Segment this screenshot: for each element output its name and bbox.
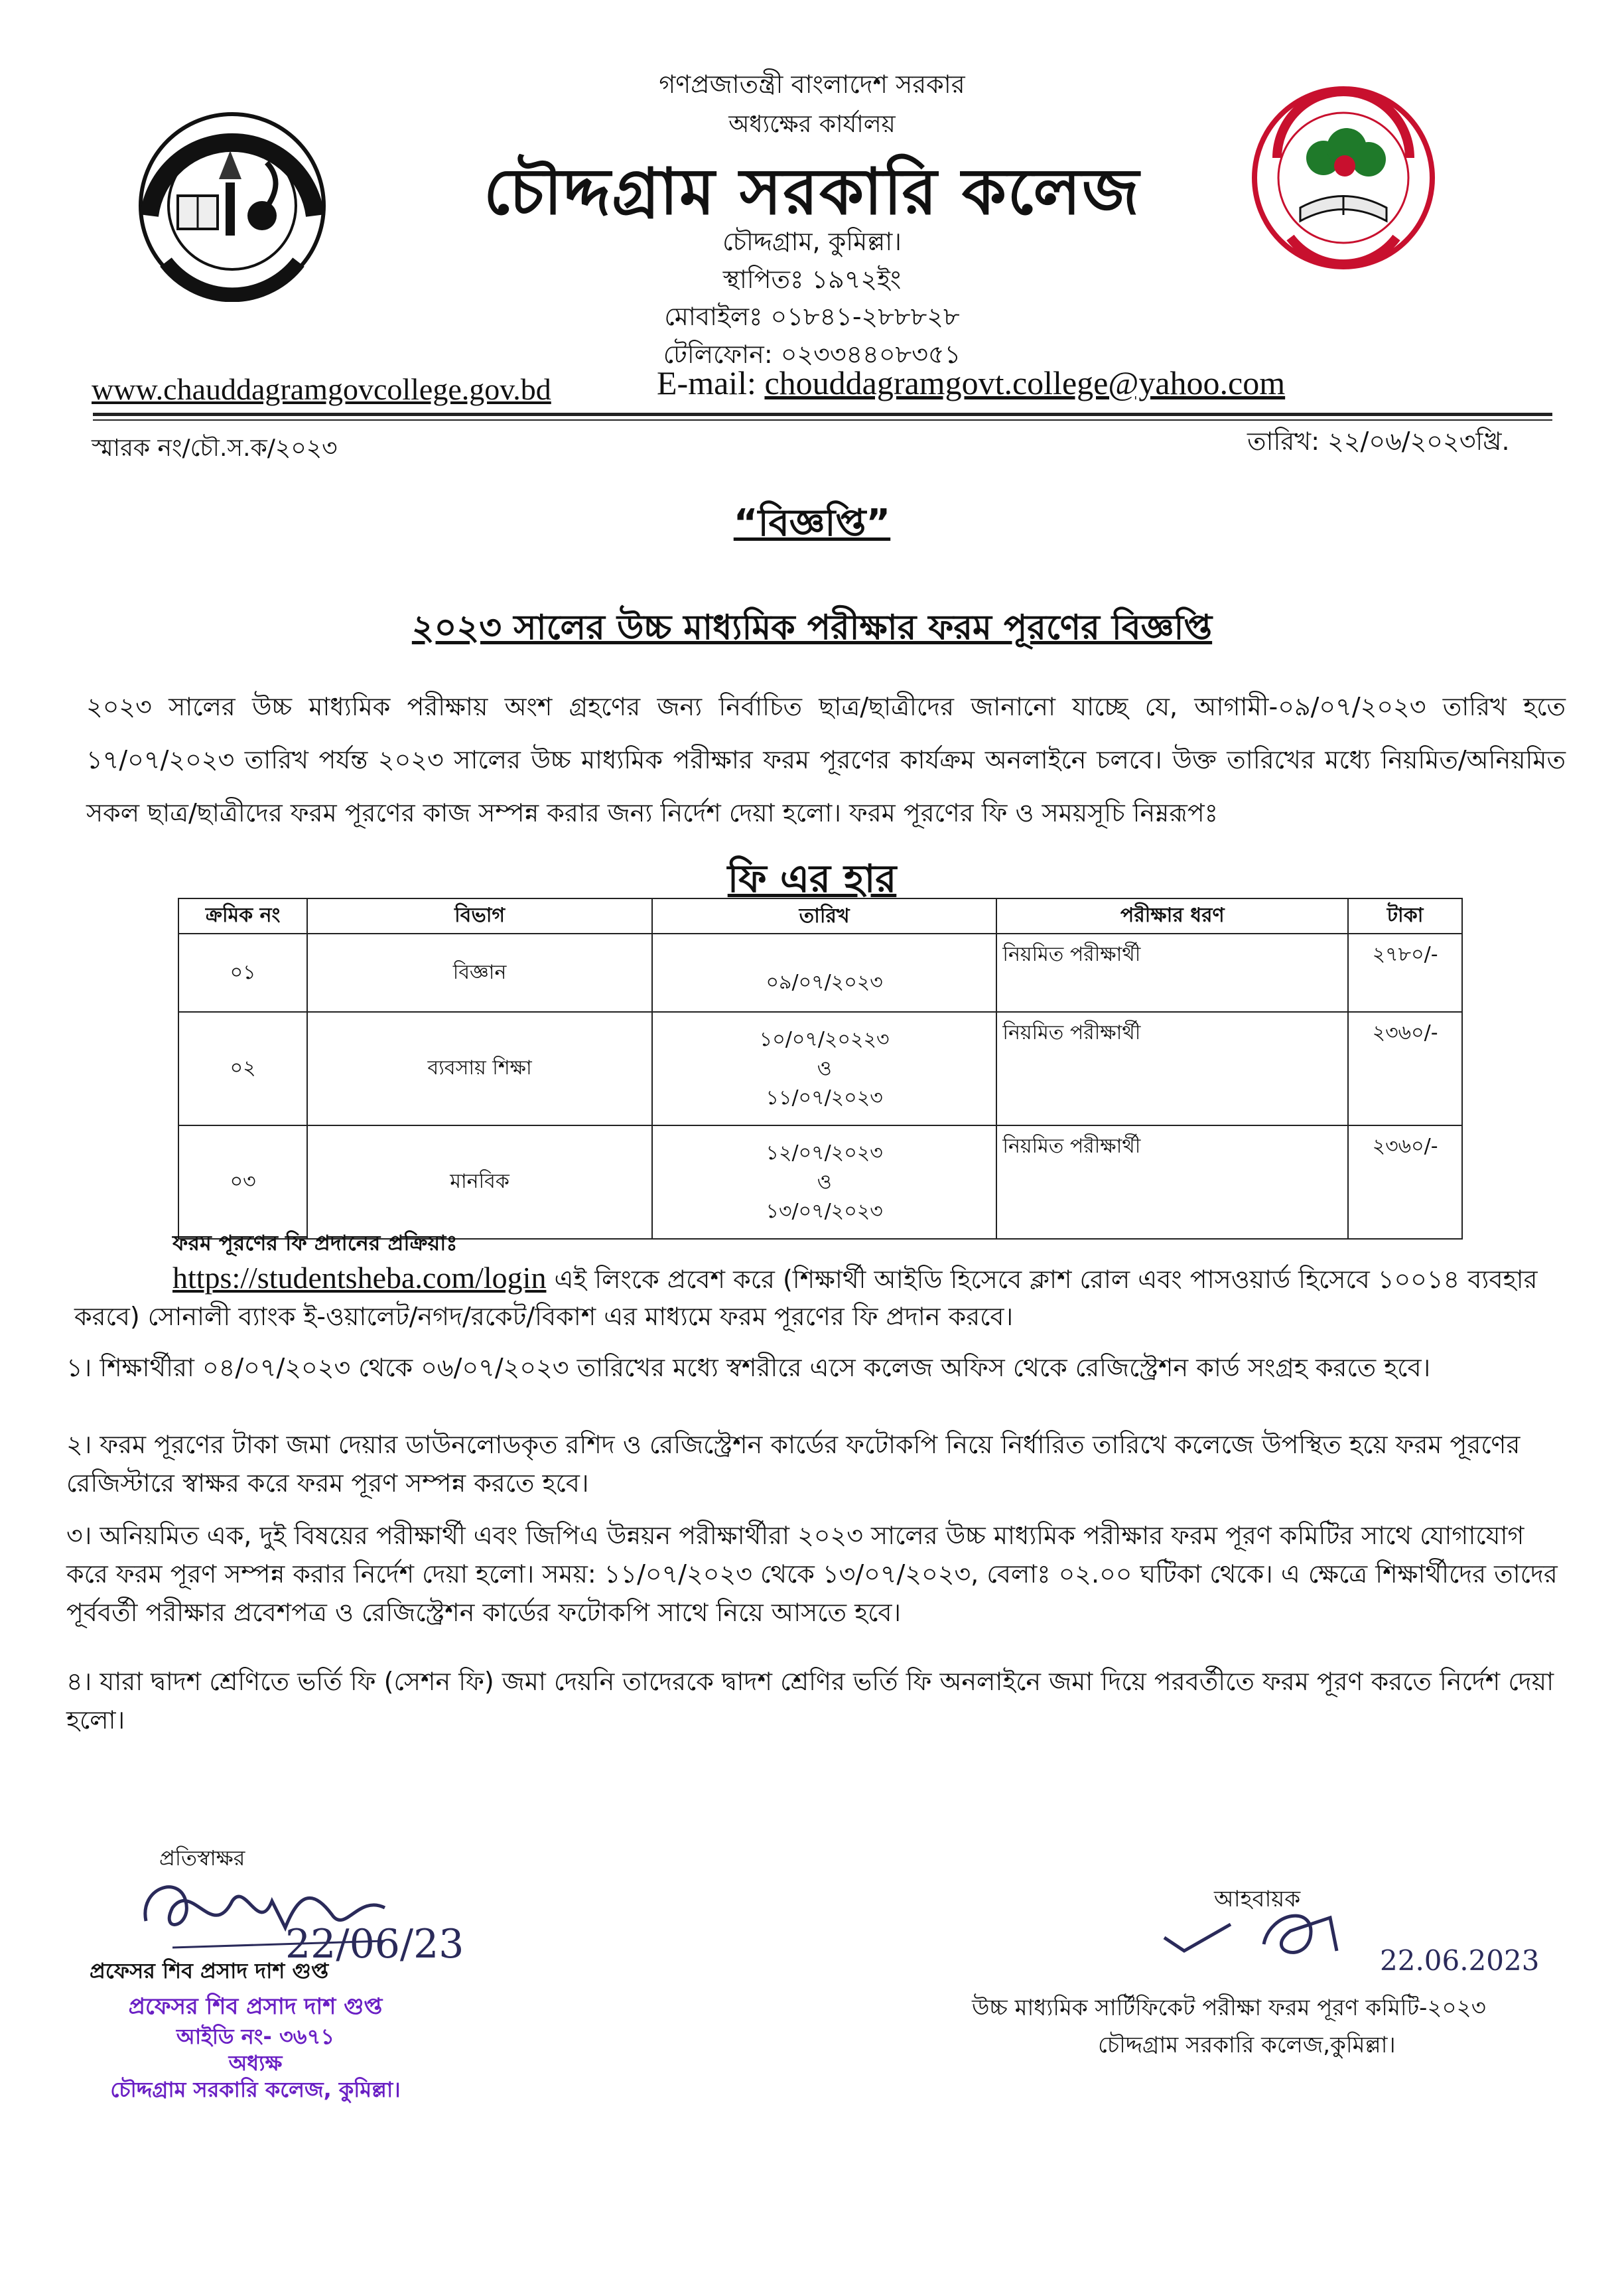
established-line: স্থাপিতঃ ১৯৭২ইং bbox=[722, 265, 902, 294]
fee-table-header bbox=[178, 898, 1462, 934]
college-name: চৌদ্দগ্রাম সরকারি কলেজ bbox=[484, 154, 1140, 229]
convener-sign-date: 22.06.2023 bbox=[1380, 1944, 1540, 1977]
cell-amount: ২৩৬০/- bbox=[1348, 1012, 1462, 1125]
college-seal-logo bbox=[119, 109, 345, 302]
cell-department: মানবিক bbox=[307, 1125, 652, 1239]
cell-department: বিজ্ঞান bbox=[307, 934, 652, 1012]
cell-date bbox=[652, 934, 997, 1012]
email-label: E-mail: bbox=[657, 364, 756, 401]
header-rule bbox=[93, 413, 1552, 416]
procedure-description: এই লিংকে প্রবেশ করে (শিক্ষার্থী আইডি হিসেবে ক্লাশ রোল এবং পাসওয়ার্ড হিসেবে ১০০১৪ ব্যবহার করবে) সোনালী ব্যাংক ই-ওয়ালেট/নগদ/রকেট/বিকাশ এর মাধ্যমে ফরম পূরণের ফি প্রদান করবে। bbox=[74, 1265, 1538, 1331]
table-row bbox=[178, 1125, 1462, 1239]
cell-amount: ২৭৮০/- bbox=[1348, 934, 1462, 1012]
notice-subject bbox=[0, 601, 1624, 658]
procedure-text bbox=[74, 1259, 1574, 1335]
mujib-borsho-logo bbox=[1251, 78, 1436, 287]
date-start: ০৯/০৭/২০২৩ bbox=[766, 971, 883, 994]
website-link[interactable]: www.chauddagramgovcollege.gov.bd bbox=[92, 372, 551, 406]
notice-title bbox=[0, 494, 1624, 557]
date-end: ১১/০৭/২০২৩ bbox=[766, 1086, 883, 1109]
instruction-item-1: ১। শিক্ষার্থীরা ০৪/০৭/২০২৩ থেকে ০৬/০৭/২০২৩ তারিখের মধ্যে স্বশরীরে এসে কলেজ অফিস থেকে রেজিস্ট্রেশন কার্ড সংগ্রহ করতে হবে। bbox=[66, 1353, 1431, 1382]
principal-sign-date: 22/06/23 bbox=[285, 1921, 464, 1967]
instruction-item-4: ৪। যারা দ্বাদশ শ্রেণিতে ভর্তি ফি (সেশন ফি) জমা দেয়নি তাদেরকে দ্বাদশ শ্রেণির ভর্তি ফি অনলাইনে জমা দিয়ে পরবর্তীতে ফরম পূরণ করতে নির্দেশ দেয়া হলো। bbox=[66, 1667, 1554, 1735]
date-separator: ও bbox=[817, 1170, 832, 1194]
committee-college: চৌদ্দগ্রাম সরকারি কলেজ,কুমিল্লা। bbox=[1098, 2032, 1396, 2058]
government-line: গণপ্রজাতন্ত্রী বাংলাদেশ সরকার bbox=[659, 70, 965, 99]
notice-date: তারিখ: ২২/০৬/২০২৩খ্রি. bbox=[1247, 427, 1510, 456]
date-end: ১৩/০৭/২০২৩ bbox=[766, 1199, 883, 1223]
date-start: ১২/০৭/২০২৩ bbox=[766, 1141, 883, 1165]
instruction-item-2: ২। ফরম পূরণের টাকা জমা দেয়ার ডাউনলোডকৃত রশিদ ও রেজিস্ট্রেশন কার্ডের ফটোকপি নিয়ে নির্ধারিত তারিখে কলেজে উপস্থিত হয়ে ফরম পূরণের রেজিস্টারে স্বাক্ষর করে ফরম পূরণ সম্পন্ন করতে হবে। bbox=[66, 1430, 1521, 1498]
mobile-line: মোবাইলঃ ০১৮৪১-২৮৮৮২৮ bbox=[664, 302, 960, 331]
memo-number: স্মারক নং/চৌ.স.ক/২০২৩ bbox=[92, 435, 338, 462]
studentsheba-link[interactable]: https://studentsheba.com/login bbox=[172, 1261, 547, 1295]
fee-heading-text: ফি এর হার bbox=[727, 856, 897, 901]
cell-serial: ০২ bbox=[178, 1012, 307, 1125]
col-amount: টাকা bbox=[1348, 898, 1462, 934]
col-department: বিভাগ bbox=[307, 898, 652, 934]
principal-name: প্রফেসর শিব প্রসাদ দাশ গুপ্ত bbox=[90, 1958, 329, 1983]
date-start: ১০/০৭/২০২২৩ bbox=[759, 1027, 890, 1051]
email-link[interactable]: chouddagramgovt.college@yahoo.com bbox=[764, 364, 1286, 401]
notice-title-text: “বিজ্ঞপ্তি” bbox=[733, 502, 891, 545]
cell-exam-type: নিয়মিত পরীক্ষার্থী bbox=[996, 934, 1348, 1012]
telephone-line: টেলিফোন: ০২৩৩৪৪০৮৩৫১ bbox=[663, 340, 961, 369]
cell-date bbox=[652, 1125, 997, 1239]
office-line: অধ্যক্ষের কার্যালয় bbox=[728, 111, 896, 138]
stamp-id: আইডি নং- ৩৬৭১ bbox=[176, 2024, 335, 2049]
notice-body: ২০২৩ সালের উচ্চ মাধ্যমিক পরীক্ষায় অংশ গ্রহণের জন্য নির্বাচিত ছাত্র/ছাত্রীদের জানানো যাচ্ছে যে, আগামী-০৯/০৭/২০২৩ তারিখ হতে ১৭/০৭/২০২৩ তারিখ পর্যন্ত ২০২৩ সালের উচ্চ মাধ্যমিক পরীক্ষার ফরম পূরণের কার্যক্রম অনলাইনে চলবে। উক্ত তারিখের মধ্যে নিয়মিত/অনিয়মিত সকল ছাত্র/ছাত্রীদের ফরম পূরণের কাজ সম্পন্ন করার জন্য নির্দেশ দেয়া হলো। ফরম পূরণের ফি ও সময়সূচি নিম্নরূপঃ bbox=[86, 692, 1566, 827]
cell-department: ব্যবসায় শিক্ষা bbox=[307, 1012, 652, 1125]
stamp-college: চৌদ্দগ্রাম সরকারি কলেজ, কুমিল্লা। bbox=[110, 2077, 401, 2102]
cell-amount: ২৩৬০/- bbox=[1348, 1125, 1462, 1239]
cell-serial: ০৩ bbox=[178, 1125, 307, 1239]
college-address: চৌদ্দগ্রাম, কুমিল্লা। bbox=[722, 227, 902, 256]
header-rule-thin bbox=[93, 419, 1552, 421]
fee-table bbox=[178, 898, 1463, 1240]
cell-exam-type: নিয়মিত পরীক্ষার্থী bbox=[996, 1125, 1348, 1239]
convener-label: আহবায়ক bbox=[1214, 1886, 1301, 1912]
col-serial: ক্রমিক নং bbox=[178, 898, 307, 934]
col-exam-type: পরীক্ষার ধরণ bbox=[996, 898, 1348, 934]
email-row bbox=[657, 364, 1285, 402]
notice-subject-text: ২০২৩ সালের উচ্চ মাধ্যমিক পরীক্ষার ফরম পূরণের বিজ্ঞপ্তি bbox=[411, 608, 1213, 648]
countersign-label: প্রতিস্বাক্ষর bbox=[159, 1845, 245, 1871]
committee-name: উচ্চ মাধ্যমিক সার্টিফিকেট পরীক্ষা ফরম পূরণ কমিটি-২০২৩ bbox=[972, 1995, 1486, 2021]
cell-date bbox=[652, 1012, 997, 1125]
cell-serial: ০১ bbox=[178, 934, 307, 1012]
stamp-name: প্রফেসর শিব প্রসাদ দাশ গুপ্ত bbox=[128, 1993, 383, 2020]
cell-exam-type: নিয়মিত পরীক্ষার্থী bbox=[996, 1012, 1348, 1125]
date-separator: ও bbox=[817, 1056, 832, 1080]
stamp-title: অধ্যক্ষ bbox=[228, 2050, 283, 2076]
table-row bbox=[178, 1012, 1462, 1125]
instruction-item-3: ৩। অনিয়মিত এক, দুই বিষয়ের পরীক্ষার্থী এবং জিপিএ উন্নয়ন পরীক্ষার্থীরা ২০২৩ সালের উচ্চ মাধ্যমিক পরীক্ষার ফরম পূরণ কমিটির সাথে যোগাযোগ করে ফরম পূরণ সম্পন্ন করার নির্দেশ দেয়া হলো। সময়: ১১/০৭/২০২৩ থেকে ১৩/০৭/২০২৩, বেলাঃ ০২.০০ ঘটিকা থেকে। এ ক্ষেত্রে শিক্ষার্থীদের তাদের পূর্ববর্তী পরীক্ষার প্রবেশপত্র ও রেজিস্ট্রেশন কার্ডের ফটোকপি সাথে নিয়ে আসতে হবে। bbox=[66, 1521, 1558, 1627]
table-row bbox=[178, 934, 1462, 1012]
col-date: তারিখ bbox=[652, 898, 997, 934]
procedure-label: ফরম পূরণের ফি প্রদানের প্রক্রিয়াঃ bbox=[172, 1230, 458, 1255]
